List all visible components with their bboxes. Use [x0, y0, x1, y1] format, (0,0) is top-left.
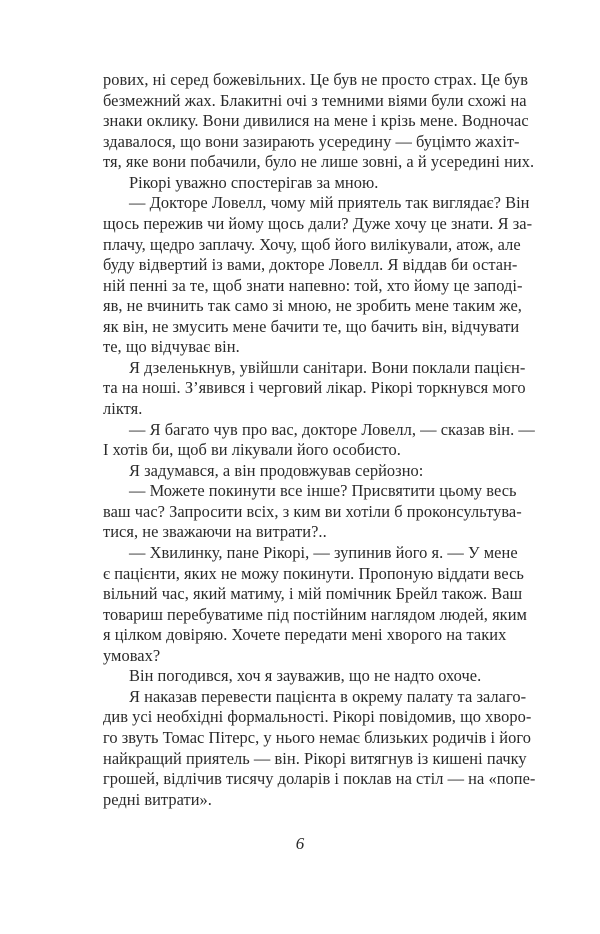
text-line: те, що відчуває він.: [103, 337, 240, 357]
text-line: безмежний жах. Блакитні очі з темними віями були схожі на: [103, 90, 527, 110]
text-line: Він погодився, хоч я зауважив, що не надто охоче.: [129, 666, 482, 686]
text-line: Я задумався, а він продовжував серйозно:: [129, 460, 424, 480]
text-line: рових, ні серед божевільних. Це був не просто страх. Це був: [103, 70, 529, 89]
text-line: див усі необхідні формальності. Рікорі повідомив, що хворо-: [103, 707, 532, 727]
text-line: буду відвертий із вами, докторе Ловелл. Я віддав би остан-: [103, 255, 518, 275]
text-line: грошей, відлічив тисячу доларів і поклав на стіл — на «попе-: [103, 769, 536, 789]
page-body-text: [103, 70, 536, 810]
text-line: щось пережив чи йому щось дали? Дуже хочу це знати. Я за-: [103, 213, 533, 233]
text-line: ліктя.: [103, 399, 143, 418]
text-line: редні витрати».: [103, 789, 212, 809]
text-line: та на ноші. З’явився і черговий лікар. Рікорі торкнувся мого: [103, 378, 526, 398]
text-line: я цілком довіряю. Хочете передати мені хворого на таких: [103, 625, 507, 645]
text-line: знаки оклику. Вони дивилися на мене і крізь мене. Водночас: [103, 111, 529, 131]
text-line: го звуть Томас Пітерс, у нього немає близьких родичів і його: [103, 728, 531, 747]
text-line: Я дзеленькнув, увійшли санітари. Вони поклали пацієн-: [129, 357, 526, 377]
text-line: найкращий приятель — він. Рікорі витягнув із кишені пачку: [103, 748, 527, 768]
text-line: як він, не змусить мене бачити те, що бачить він, відчувати: [103, 316, 520, 336]
text-line: — Я багато чув про вас, докторе Ловелл, — сказав він. —: [129, 419, 535, 439]
text-line: ній пенні за те, щоб знати напевно: той, хто йому це заподі-: [103, 275, 523, 295]
text-line: — Хвилинку, пане Рікорі, — зупинив його я. — У мене: [129, 542, 518, 562]
text-line: — Можете покинути все інше? Присвятити цьому весь: [129, 481, 517, 501]
text-line: здавалося, що вони зазирають усередину — буцімто жахіт-: [103, 131, 520, 151]
text-line: умовах?: [103, 645, 161, 665]
text-line: — Докторе Ловелл, чому мій приятель так виглядає? Він: [129, 193, 530, 213]
text-line: І хотів би, щоб ви лікували його особисто.: [103, 440, 401, 460]
text-line: Я наказав перевести пацієнта в окрему палату та залаго-: [129, 686, 527, 706]
text-line: вільний час, який матиму, і мій помічник Брейл також. Ваш: [103, 584, 523, 604]
text-line: товариш перебуватиме під постійним наглядом людей, яким: [103, 604, 527, 624]
page-number: 6: [295, 834, 305, 853]
text-line: тися, не зважаючи на витрати?..: [103, 522, 327, 542]
text-line: Рікорі уважно спостерігав за мною.: [129, 172, 379, 192]
text-line: тя, яке вони побачили, було не лише зовні, а й усередині них.: [103, 152, 535, 172]
text-line: яв, не вчинить так само зі мною, не зробить мене таким же,: [103, 296, 522, 316]
text-line: є пацієнти, яких не можу покинути. Пропоную віддати весь: [103, 563, 524, 583]
text-line: ваш час? Запросити всіх, з ким ви хотіли б проконсультува-: [103, 501, 522, 521]
text-line: плачу, щедро заплачу. Хочу, щоб його вилікували, атож, але: [103, 234, 521, 254]
